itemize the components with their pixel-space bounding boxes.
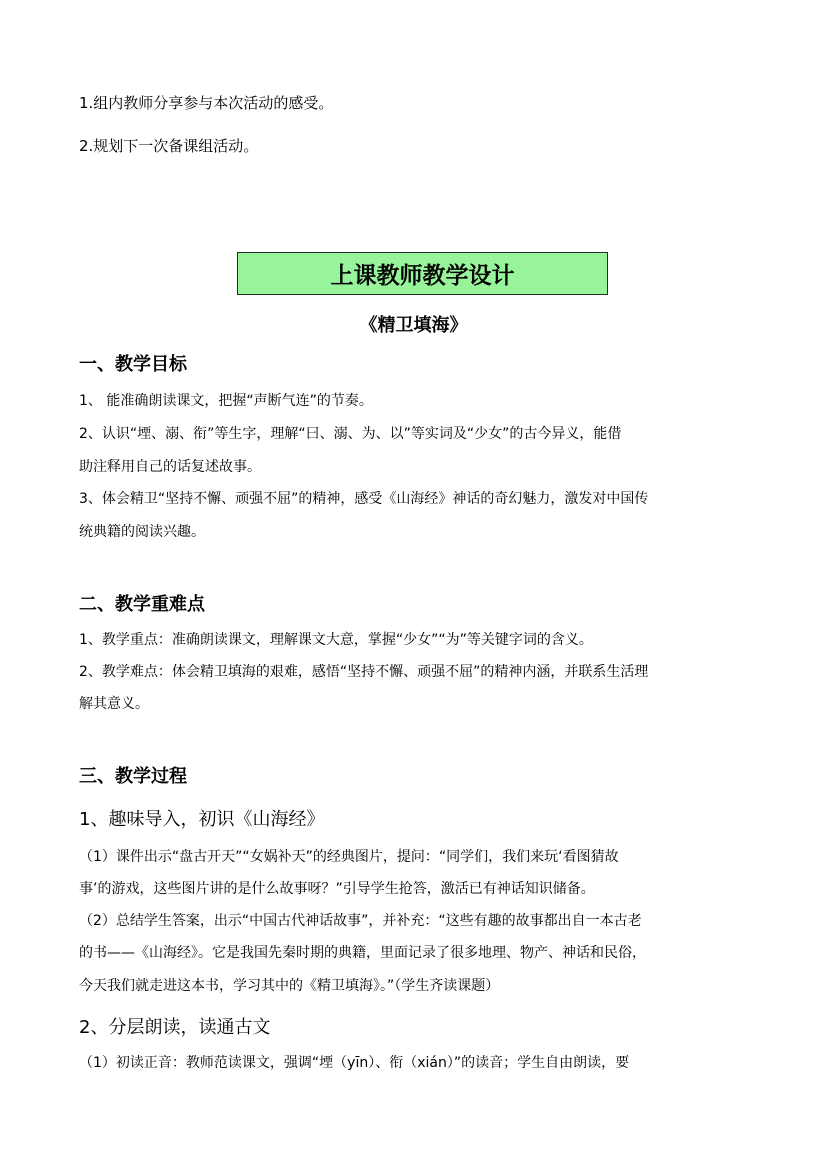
step1-line-4: 的书——《山海经》。它是我国先秦时期的典籍，里面记录了很多地理、物产、神话和民俗，	[79, 945, 646, 961]
step1-heading: 1、趣味导入，初识《山海经》	[79, 809, 325, 830]
design-title: 上课教师教学设计	[330, 263, 515, 289]
step1-line-5: 今天我们就走进这本书，学习其中的《精卫填海》。”（学生齐读课题）	[79, 978, 500, 994]
intro-item-1: 1.组内教师分享参与本次活动的感受。	[79, 94, 334, 112]
goals-line-2: 2、认识“堙、溺、衔”等生字，理解“曰、溺、为、以”等实词及“少女”的古今异义，能借	[79, 426, 622, 442]
goals-line-4: 3、体会精卫“坚持不懈、顽强不屈”的精神，感受《山海经》神话的奇幻魅力，激发对中国传	[79, 491, 649, 507]
goals-line-3: 助注释用自己的话复述故事。	[79, 459, 261, 475]
keypoints-line-1: 1、教学重点：准确朗读课文，理解课文大意，掌握“少女”“为”等关键字词的含义。	[79, 632, 593, 648]
goals-heading: 一、教学目标	[79, 354, 187, 375]
step2-heading: 2、分层朗读，读通古文	[79, 1017, 271, 1038]
step2-line-1: （1）初读正音：教师范读课文，强调“堙（yīn）、衔（xián）”的读音；学生自由朗读，要	[79, 1055, 630, 1071]
step1-line-3: （2）总结学生答案，出示“中国古代神话故事”，并补充：“这些有趣的故事都出自一本古老	[79, 913, 642, 929]
lesson-subtitle: 《精卫填海》	[359, 315, 468, 336]
design-title-box	[237, 252, 608, 295]
keypoints-line-2: 2、教学难点：体会精卫填海的艰难，感悟“坚持不懈、顽强不屈”的精神内涵，并联系生活理	[79, 664, 649, 680]
intro-item-2: 2.规划下一次备课组活动。	[79, 137, 259, 155]
keypoints-line-3: 解其意义。	[79, 696, 149, 712]
goals-line-1: 1、 能准确朗读课文，把握“声断气连”的节奏。	[79, 393, 373, 409]
keypoints-heading: 二、教学重难点	[79, 594, 205, 615]
process-heading: 三、教学过程	[79, 766, 187, 787]
goals-line-5: 统典籍的阅读兴趣。	[79, 524, 205, 540]
step1-line-2: 事’的游戏，这些图片讲的是什么故事呀？”引导学生抢答，激活已有神话知识储备。	[79, 881, 595, 897]
step1-line-1: （1）课件出示“盘古开天”“女娲补天”的经典图片，提问：“同学们，我们来玩‘看图猜故	[79, 849, 619, 865]
